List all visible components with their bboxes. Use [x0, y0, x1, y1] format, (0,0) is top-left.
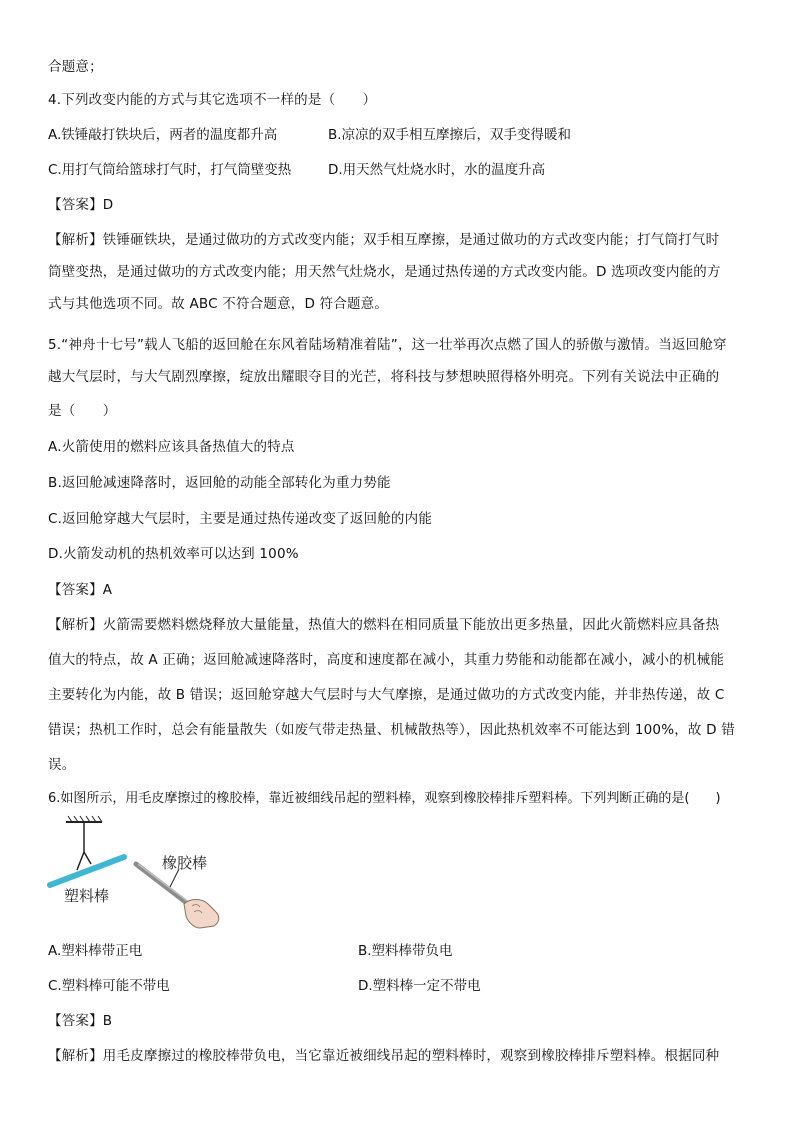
q6-analysis-line: 【解析】用毛皮摩擦过的橡胶棒带负电，当它靠近被细线吊起的塑料棒时，观察到橡胶棒排斥塑料棒。根据同种: [48, 1048, 720, 1064]
text-line: 合题意；: [48, 59, 103, 75]
q5-analysis-line: 值大的特点，故 A 正确；返回舱减速降落时，高度和速度都在减小，其重力势能和动能都在减小，减小的机械能: [48, 652, 725, 668]
q4-analysis-line: 式与其他选项不同。故 ABC 不符合题意，D 符合题意。: [48, 296, 389, 312]
q6-option-a: A.塑料棒带正电: [48, 943, 143, 959]
q6-answer: 【答案】B: [48, 1013, 113, 1029]
question-6-stem: 6.如图所示，用毛皮摩擦过的橡胶棒，靠近被细线吊起的塑料棒，观察到橡胶棒排斥塑料棒。下列判断正确的是( ): [48, 791, 721, 806]
q4-option-b: B.凉凉的双手相互摩擦后，双手变得暖和: [328, 127, 572, 143]
question-5-stem: 越大气层时，与大气剧烈摩擦，绽放出耀眼夺目的光芒，将科技与梦想映照得格外明亮。下列有关说法中正确的: [48, 369, 720, 385]
q5-answer: 【答案】A: [48, 582, 113, 598]
q5-analysis-line: 误。: [48, 757, 76, 773]
q5-option-d: D.火箭发动机的热机效率可以达到 100%: [48, 546, 299, 562]
question-5-stem: 5.“神舟十七号”载人飞船的返回舱在东风着陆场精准着陆”，这一壮举再次点燃了国人的骄傲与激情。当返回舱穿: [48, 337, 727, 353]
rods-illustration: [44, 812, 229, 930]
q5-analysis-line: 错误；热机工作时，总会有能量散失（如废气带走热量、机械散热等），因此热机效率不可能达到 100%，故 D 错: [48, 722, 735, 738]
string: [77, 822, 91, 870]
q5-option-c: C.返回舱穿越大气层时，主要是通过热传递改变了返回舱的内能: [48, 511, 433, 527]
q5-analysis-line: 【解析】火箭需要燃料燃烧释放大量能量，热值大的燃料在相同质量下能放出更多热量，因此火箭燃料应具备热: [48, 617, 720, 633]
q6-option-c: C.塑料棒可能不带电: [48, 978, 170, 994]
q4-option-c: C.用打气筒给篮球打气时，打气筒壁变热: [48, 162, 292, 178]
plastic-rod: [50, 857, 124, 885]
q6-option-b: B.塑料棒带负电: [358, 943, 453, 959]
question-4-stem: 4.下列改变内能的方式与其它选项不一样的是（ ）: [48, 92, 377, 108]
q4-analysis-line: 筒壁变热，是通过做功的方式改变内能；用天然气灶烧水，是通过热传递的方式改变内能。D 选项改变内能的方: [48, 264, 721, 280]
hand-icon: [184, 900, 219, 929]
q4-analysis-line: 【解析】铁锤砸铁块，是通过做功的方式改变内能；双手相互摩擦，是通过做功的方式改变内能；打气筒打气时: [48, 232, 720, 248]
q5-option-b: B.返回舱减速降落时，返回舱的动能全部转化为重力势能: [48, 475, 391, 491]
q5-option-a: A.火箭使用的燃料应该具备热值大的特点: [48, 439, 295, 455]
rods-figure: [44, 812, 229, 930]
q4-option-a: A.铁锤敲打铁块后，两者的温度都升高: [48, 127, 278, 143]
q4-answer: 【答案】D: [48, 197, 114, 213]
rubber-rod-label: 橡胶棒: [162, 854, 208, 872]
q4-option-d: D.用天然气灶烧水时，水的温度升高: [328, 162, 546, 178]
q6-option-d: D.塑料棒一定不带电: [358, 978, 481, 994]
q5-analysis-line: 主要转化为内能，故 B 错误；返回舱穿越大气层时与大气摩擦，是通过做功的方式改变内能，并非热传递，故 C: [48, 687, 725, 703]
question-5-stem: 是（ ）: [48, 403, 117, 419]
plastic-rod-label: 塑料棒: [64, 887, 110, 905]
ceiling-mount: [66, 816, 102, 822]
